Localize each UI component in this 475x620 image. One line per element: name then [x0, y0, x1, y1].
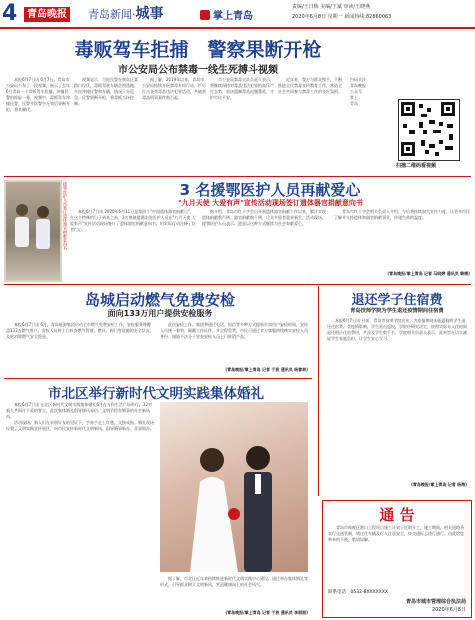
story3-col1: 本报6月7日讯 6月，青岛能源集团启动全市燃气免费安检工作，安检服务将覆盖133万燃气用户。安检人员将上门检查燃气管道、燃具、阀门等设施的安全状况，及时消除燃气安全隐患。 — [6, 322, 154, 340]
story-gas-inspection — [0, 286, 312, 376]
divider-1 — [4, 176, 471, 177]
story2-col3: 青岛市红十字会相关负责人介绍，今后将持续加大宣传力度，让更多市民了解并支持遗体和器官捐献事业，传递生命的温度。 — [334, 209, 470, 221]
story5-byline: (青岛晚报/掌上青岛 记者 于波 通讯员 李丽丽) — [225, 610, 308, 615]
story2-col2: 据介绍，青岛市红十字会自开展遗体器官捐献工作以来，累计实现遗体捐献数百例、器官捐献数十例，让众多患者重获新生。活动现场，援鄂医护人员表示，愿意以这种方式继续为社会奉献爱心。 — [202, 209, 326, 227]
story-group-wedding — [0, 380, 312, 620]
story1-col2: 视频显示，当时民警在黄岛区某路口设伏，毒贩驾驶车辆企图逃跑，多次冲撞民警和车辆，情况十分危急。民警果断开枪，将毒贩当场控制。 — [74, 77, 138, 107]
side-photo — [6, 182, 60, 280]
qr-code[interactable] — [398, 99, 460, 161]
story4-byline: (青岛晚报/掌上青岛 记者 杨海) — [411, 482, 467, 487]
story3-headline: 岛城启动燃气免费安检 — [84, 291, 235, 309]
story3-col2: 此次安检工作，集团将通过电话、短信等多种方式提前告知用户安检时间，安检人员统一着装、佩戴工作证件，并全程免费，市民可通过官方客服热线核实安检人员身份，谨防不法分子冒充安检人员上门推销产品。 — [160, 322, 308, 340]
story5-col3: 据了解，市北区近年来持续推进新时代文明实践中心建设，通过举办集体婚礼等形式，引导群众树立文明新风，营造健康向上的社会风气。 — [160, 576, 308, 588]
story-drug-dealer — [0, 33, 475, 175]
header-rule — [0, 27, 475, 29]
notice-contact: 联系电话：0532-8XXXXXXX — [328, 590, 389, 595]
story4-subhead: 青岛技师学院为学生退还疫情期间住宿费 — [350, 308, 444, 314]
masthead — [0, 0, 475, 34]
story4-body: 本报6月7日讯 日前，青岛市技师学院宣布，为疫情期间未能返校的学生退还住宿费。受疫情影响，学生延迟返校，学院经研究决定，按照实际未入住时间退还相应住宿费用，共涉及学生数千名。学院相关负责人表示，此举旨在切实减轻学生家庭负担，让学生安心学习。 — [327, 318, 467, 342]
app-logo — [200, 7, 253, 22]
notice-date: 2020年6月8日 — [431, 607, 466, 613]
story2-col1: 本报6月7日讯 2020年6月11日是第四个"中国遗体器官捐献日"。在这个特殊的日子到来之前，3名曾驰援湖北的医护人员在"九月天使 大爱有声"宣传活动现场签订了遗体器官捐献意向书，用实际行动诠释了医者仁心。 — [70, 209, 196, 233]
story-medics — [70, 178, 471, 282]
qr-caption: 扫描二维码看视频 — [396, 163, 437, 169]
story1-col1: 本报6月7日讯 6月7日，青岛市公安局公布了一段视频，展示了去年6月青岛一个毒贩驾车拒捕、冲撞民警的惊险一幕。视频中，毒贩驾车冲撞民警，民警多次警告无效后果断开枪，将其制伏。 — [6, 77, 70, 113]
story-dorm-refund — [318, 286, 475, 496]
wedding-couple-icon — [160, 402, 308, 572]
editor-line: 责编/王日梅 美编/王斌 审读/王晓燕 — [292, 4, 371, 10]
section-prefix: 青岛新闻· — [88, 8, 136, 21]
sidebar-note: 扫码关注 青岛晚报 公众号 掌上 青岛 — [350, 77, 366, 107]
qr-code-icon — [399, 100, 457, 158]
story2-subhead: "九月天使 大爱有声"宣传活动现场签订遗体器官捐献意向书 — [178, 199, 363, 207]
story3-byline: (青岛晚报/掌上青岛 记者 于波 通讯员 杨春林) — [225, 367, 308, 372]
section-title — [88, 6, 164, 23]
paper-logo — [24, 7, 70, 22]
side-photo-strip — [4, 180, 68, 282]
story3-subhead: 面向133万用户提供安检服务 — [107, 309, 213, 318]
story4-headline: 退还学子住宿费 — [351, 293, 443, 308]
date-line: 2020年6月8日 星期一 新闻热线:82860063 — [292, 14, 392, 20]
story1-headline: 毒贩驾车拒捕 警察果断开枪 — [74, 39, 322, 61]
photo-people-icon — [6, 182, 60, 280]
paper-name: 青岛晚报 — [27, 9, 67, 20]
app-logo-icon — [200, 10, 210, 20]
story5-col1: 本报6月7日讯 在北区新时代文明实践集体婚礼6月在万科生活广场举行，32对新人共同许下爱的誓言。此次集体婚礼倡导移风易俗、文明节俭办婚事的社会新风尚。 活动现场，新人们在亲朋好友的见证下，手牵手走上红毯，交换戒指。婚礼现场设置了文明实践宣传展区，向市民宣传新时代文明新风，倡导婚事新办、喜事简办。 — [6, 402, 154, 432]
section-name: 城事 — [135, 6, 164, 22]
story1-subhead: 市公安局公布禁毒一线生死搏斗视频 — [118, 65, 278, 76]
notice-title: 通 告 — [379, 506, 415, 524]
wedding-photo — [160, 402, 308, 572]
app-name: 掌上青岛 — [213, 11, 253, 22]
story1-col3: 据了解，2019年以来，青岛市公安局持续开展禁毒专项行动，严厉打击各类毒品违法犯罪活动，共破获毒品刑事案件数百起。 — [142, 77, 206, 101]
story2-headline: 3 名援鄂医护人员再献爱心 — [179, 181, 361, 199]
notice-body: 青岛市保税区港口工程项目施工计划于近期开工。施工期间，相关道路将实行交通管制，请过往车辆及行人注意安全，按交通标志绕行通行。由此给您带来的不便，敬请谅解。 — [328, 525, 464, 543]
story2-byline: (青岛晚报/掌上青岛 记者 马晓婷 通讯员 韩梅) — [387, 271, 470, 276]
story1-col5: 近年来，警方与群众携手，不断推进全民禁毒宣传教育工作，营造全社会共同参与禁毒工作的良好氛围。 — [278, 77, 342, 95]
story5-headline: 市北区举行新时代文明实践集体婚礼 — [48, 386, 264, 402]
story1-col4: 市公安局禁毒支队负责人表示，将继续保持对毒品违法犯罪的高压严打态势，坚决遏制毒品问题蔓延，守护市民平安。 — [210, 77, 274, 101]
side-photo-caption: 援鄂医护人员签订遗体器官捐献意向书 — [63, 182, 68, 250]
divider-2 — [4, 284, 471, 285]
divider-3 — [4, 378, 312, 379]
notice-box — [322, 500, 472, 618]
notice-issuer: 青岛市城市管理综合执法局 — [405, 599, 466, 605]
page-number: 4 — [2, 1, 18, 26]
